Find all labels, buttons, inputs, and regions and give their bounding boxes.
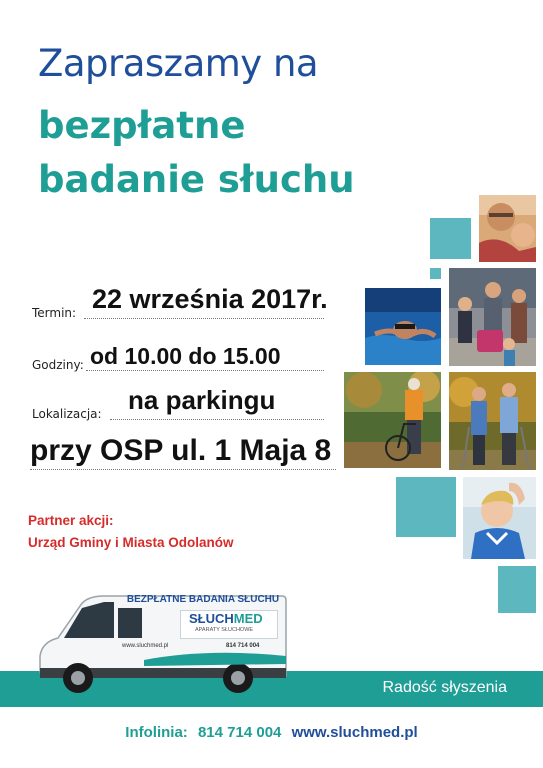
location-dotted-line: [110, 419, 324, 420]
footer-website-link[interactable]: www.sluchmed.pl: [291, 724, 418, 741]
hours-value: od 10.00 do 15.00: [90, 343, 281, 369]
address-dotted-line: [30, 469, 336, 470]
decor-tile-small: [430, 268, 441, 279]
hotline-label: Infolinia:: [125, 724, 188, 741]
van-brand-sub: APARATY SŁUCHOWE: [195, 627, 254, 633]
van-brand-logo: [181, 611, 277, 626]
footer-contact: [0, 724, 543, 741]
decor-tile: [498, 566, 536, 613]
partner-name: Urząd Gminy i Miasta Odolanów: [28, 535, 234, 550]
date-label: Termin:: [32, 306, 77, 320]
van-phone: 814 714 004: [226, 643, 260, 649]
decor-tile: [430, 218, 471, 259]
swimmer-photo: [365, 288, 441, 365]
van-logo-panel: [180, 610, 278, 639]
location-label: Lokalizacja:: [32, 407, 102, 421]
hours-label: Godziny:: [32, 358, 84, 372]
location-value: na parkingu: [128, 385, 276, 415]
van-roof-text: BEZPŁATNE BADANIA SŁUCHU: [126, 594, 280, 605]
decor-tile: [396, 477, 456, 537]
family-travel-photo: [449, 268, 536, 366]
date-value: 22 września 2017r.: [92, 284, 328, 314]
hours-dotted-line: [86, 370, 324, 371]
van-website: www.sluchmed.pl: [122, 643, 169, 649]
cyclist-photo: [344, 372, 441, 468]
date-dotted-line: [84, 318, 324, 319]
address-value: przy OSP ul. 1 Maja 8: [30, 434, 332, 467]
headline-line-1: Zapraszamy na: [38, 42, 319, 85]
partner-title: Partner akcji:: [28, 513, 114, 528]
elderly-couple-photo: [479, 195, 536, 262]
headline-line-2: bezpłatne: [38, 104, 246, 147]
van-brand-part-a: SŁUCH: [189, 611, 234, 626]
hotline-number[interactable]: 814 714 004: [197, 724, 282, 741]
walking-couple-photo: [449, 372, 536, 470]
child-photo: [463, 477, 536, 559]
van-brand-part-b: MED: [233, 611, 263, 626]
headline-line-3: badanie słuchu: [38, 158, 355, 201]
slogan-text: Radość słyszenia: [382, 679, 507, 696]
